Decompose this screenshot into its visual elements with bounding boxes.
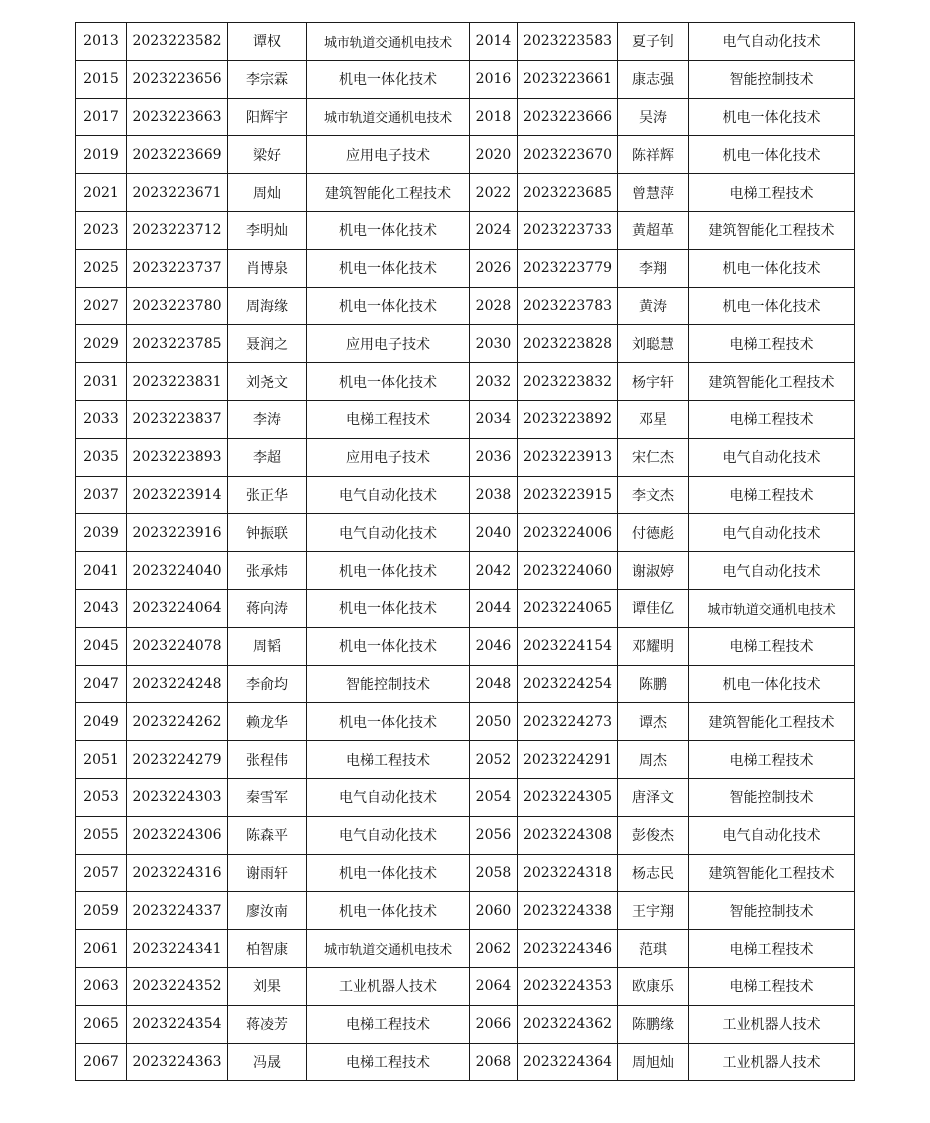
right-student-id-cell: 2023223779 [518,249,618,287]
table-row [76,589,855,627]
right-seq-cell: 2064 [470,967,518,1005]
left-seq-cell: 2035 [76,438,127,476]
left-student-id-cell: 2023224341 [127,930,228,968]
left-seq-cell: 2033 [76,400,127,438]
right-seq-cell: 2036 [470,438,518,476]
right-student-name-cell: 宋仁杰 [618,438,689,476]
left-major-cell: 应用电子技术 [307,325,470,363]
right-student-id-cell: 2023223670 [518,136,618,174]
left-major-cell: 机电一体化技术 [307,703,470,741]
left-student-name-cell: 肖博泉 [228,249,307,287]
left-seq-cell: 2015 [76,60,127,98]
left-student-id-cell: 2023224354 [127,1005,228,1043]
table-row [76,967,855,1005]
right-seq-cell: 2030 [470,325,518,363]
right-student-id-cell: 2023224362 [518,1005,618,1043]
left-student-id-cell: 2023223737 [127,249,228,287]
left-seq-cell: 2047 [76,665,127,703]
left-student-id-cell: 2023224078 [127,627,228,665]
right-major-cell: 电气自动化技术 [689,514,855,552]
right-student-id-cell: 2023224305 [518,778,618,816]
table-row [76,816,855,854]
left-student-name-cell: 廖汝南 [228,892,307,930]
right-student-name-cell: 杨志民 [618,854,689,892]
left-major-cell: 电气自动化技术 [307,514,470,552]
right-student-id-cell: 2023224346 [518,930,618,968]
table-row [76,854,855,892]
left-student-id-cell: 2023223831 [127,363,228,401]
right-student-name-cell: 黄超革 [618,211,689,249]
right-student-name-cell: 谭杰 [618,703,689,741]
right-seq-cell: 2062 [470,930,518,968]
left-student-id-cell: 2023223712 [127,211,228,249]
right-major-cell: 电梯工程技术 [689,967,855,1005]
right-seq-cell: 2042 [470,552,518,590]
table-row [76,98,855,136]
right-student-name-cell: 杨宇轩 [618,363,689,401]
left-student-id-cell: 2023224064 [127,589,228,627]
left-major-cell: 机电一体化技术 [307,627,470,665]
right-seq-cell: 2050 [470,703,518,741]
right-student-id-cell: 2023224273 [518,703,618,741]
right-student-id-cell: 2023223832 [518,363,618,401]
right-student-id-cell: 2023224318 [518,854,618,892]
roster-body [76,23,855,1081]
right-student-name-cell: 刘聪慧 [618,325,689,363]
left-student-name-cell: 张正华 [228,476,307,514]
right-major-cell: 电梯工程技术 [689,400,855,438]
right-student-id-cell: 2023224006 [518,514,618,552]
right-major-cell: 电梯工程技术 [689,627,855,665]
right-seq-cell: 2020 [470,136,518,174]
right-seq-cell: 2038 [470,476,518,514]
table-row [76,741,855,779]
left-seq-cell: 2021 [76,174,127,212]
right-student-id-cell: 2023223733 [518,211,618,249]
right-seq-cell: 2022 [470,174,518,212]
table-row [76,249,855,287]
left-seq-cell: 2029 [76,325,127,363]
left-major-cell: 电梯工程技术 [307,1005,470,1043]
right-student-id-cell: 2023223913 [518,438,618,476]
right-major-cell: 电梯工程技术 [689,930,855,968]
right-major-cell: 机电一体化技术 [689,136,855,174]
right-student-name-cell: 陈鹏 [618,665,689,703]
left-student-id-cell: 2023224262 [127,703,228,741]
left-seq-cell: 2053 [76,778,127,816]
right-seq-cell: 2014 [470,23,518,61]
right-student-name-cell: 邓星 [618,400,689,438]
table-row [76,627,855,665]
table-row [76,1043,855,1081]
right-major-cell: 智能控制技术 [689,778,855,816]
right-student-id-cell: 2023224353 [518,967,618,1005]
right-major-cell: 机电一体化技术 [689,98,855,136]
left-student-id-cell: 2023224248 [127,665,228,703]
left-student-id-cell: 2023223582 [127,23,228,61]
left-seq-cell: 2031 [76,363,127,401]
table-row [76,778,855,816]
right-student-id-cell: 2023224254 [518,665,618,703]
left-student-name-cell: 周海缘 [228,287,307,325]
right-student-name-cell: 唐泽文 [618,778,689,816]
left-student-id-cell: 2023224363 [127,1043,228,1081]
table-row [76,136,855,174]
table-row [76,476,855,514]
right-major-cell: 建筑智能化工程技术 [689,363,855,401]
left-student-id-cell: 2023223663 [127,98,228,136]
right-student-name-cell: 李翔 [618,249,689,287]
left-student-id-cell: 2023223837 [127,400,228,438]
left-major-cell: 机电一体化技术 [307,211,470,249]
table-row [76,703,855,741]
left-student-id-cell: 2023223656 [127,60,228,98]
left-major-cell: 机电一体化技术 [307,249,470,287]
left-student-name-cell: 刘果 [228,967,307,1005]
right-student-id-cell: 2023224364 [518,1043,618,1081]
student-roster-table [75,22,855,1081]
left-major-cell: 机电一体化技术 [307,854,470,892]
right-student-name-cell: 康志强 [618,60,689,98]
table-row [76,552,855,590]
left-student-name-cell: 赖龙华 [228,703,307,741]
left-student-id-cell: 2023223671 [127,174,228,212]
table-row [76,287,855,325]
right-major-cell: 电气自动化技术 [689,552,855,590]
left-seq-cell: 2037 [76,476,127,514]
right-seq-cell: 2068 [470,1043,518,1081]
left-seq-cell: 2049 [76,703,127,741]
left-seq-cell: 2055 [76,816,127,854]
left-major-cell: 电气自动化技术 [307,816,470,854]
right-major-cell: 智能控制技术 [689,60,855,98]
table-row [76,363,855,401]
right-seq-cell: 2016 [470,60,518,98]
right-seq-cell: 2044 [470,589,518,627]
left-seq-cell: 2057 [76,854,127,892]
right-student-name-cell: 陈鹏缘 [618,1005,689,1043]
left-student-name-cell: 阳辉宇 [228,98,307,136]
table-row [76,400,855,438]
left-seq-cell: 2027 [76,287,127,325]
left-student-name-cell: 梁好 [228,136,307,174]
right-student-id-cell: 2023223828 [518,325,618,363]
left-student-id-cell: 2023223914 [127,476,228,514]
right-major-cell: 智能控制技术 [689,892,855,930]
right-student-id-cell: 2023223685 [518,174,618,212]
left-major-cell: 电梯工程技术 [307,400,470,438]
right-major-cell: 电梯工程技术 [689,741,855,779]
left-student-name-cell: 谭权 [228,23,307,61]
left-student-name-cell: 张程伟 [228,741,307,779]
right-major-cell: 电气自动化技术 [689,23,855,61]
left-student-name-cell: 谢雨轩 [228,854,307,892]
left-student-name-cell: 张承炜 [228,552,307,590]
table-row [76,930,855,968]
left-seq-cell: 2061 [76,930,127,968]
right-major-cell: 建筑智能化工程技术 [689,211,855,249]
left-seq-cell: 2065 [76,1005,127,1043]
left-student-id-cell: 2023224279 [127,741,228,779]
right-major-cell: 电梯工程技术 [689,325,855,363]
right-student-id-cell: 2023224338 [518,892,618,930]
right-major-cell: 城市轨道交通机电技术 [689,589,855,627]
left-major-cell: 机电一体化技术 [307,287,470,325]
left-student-name-cell: 周韬 [228,627,307,665]
right-seq-cell: 2026 [470,249,518,287]
right-student-name-cell: 吴涛 [618,98,689,136]
left-student-name-cell: 周灿 [228,174,307,212]
left-major-cell: 电梯工程技术 [307,741,470,779]
left-student-id-cell: 2023224352 [127,967,228,1005]
right-major-cell: 机电一体化技术 [689,665,855,703]
right-seq-cell: 2018 [470,98,518,136]
left-major-cell: 智能控制技术 [307,665,470,703]
right-student-name-cell: 彭俊杰 [618,816,689,854]
right-student-id-cell: 2023223892 [518,400,618,438]
table-row [76,665,855,703]
left-student-name-cell: 蒋向涛 [228,589,307,627]
left-student-id-cell: 2023224316 [127,854,228,892]
table-row [76,60,855,98]
right-major-cell: 电气自动化技术 [689,438,855,476]
left-seq-cell: 2041 [76,552,127,590]
right-student-id-cell: 2023224291 [518,741,618,779]
right-student-name-cell: 王宇翔 [618,892,689,930]
right-seq-cell: 2048 [470,665,518,703]
left-student-id-cell: 2023223916 [127,514,228,552]
right-major-cell: 建筑智能化工程技术 [689,854,855,892]
right-student-id-cell: 2023224308 [518,816,618,854]
table-row [76,438,855,476]
right-seq-cell: 2054 [470,778,518,816]
left-student-name-cell: 李宗霖 [228,60,307,98]
left-major-cell: 城市轨道交通机电技术 [307,23,470,61]
right-student-name-cell: 陈祥辉 [618,136,689,174]
left-seq-cell: 2045 [76,627,127,665]
right-student-name-cell: 付德彪 [618,514,689,552]
left-major-cell: 机电一体化技术 [307,363,470,401]
right-student-id-cell: 2023224154 [518,627,618,665]
right-student-id-cell: 2023223666 [518,98,618,136]
right-major-cell: 建筑智能化工程技术 [689,703,855,741]
left-student-id-cell: 2023224306 [127,816,228,854]
left-student-id-cell: 2023223669 [127,136,228,174]
left-major-cell: 城市轨道交通机电技术 [307,98,470,136]
left-student-id-cell: 2023223780 [127,287,228,325]
left-student-name-cell: 蒋凌芳 [228,1005,307,1043]
right-seq-cell: 2034 [470,400,518,438]
table-row [76,1005,855,1043]
left-seq-cell: 2043 [76,589,127,627]
left-student-id-cell: 2023224303 [127,778,228,816]
right-major-cell: 机电一体化技术 [689,287,855,325]
left-student-id-cell: 2023223893 [127,438,228,476]
left-student-name-cell: 冯晟 [228,1043,307,1081]
left-seq-cell: 2039 [76,514,127,552]
right-student-name-cell: 曾慧萍 [618,174,689,212]
left-student-name-cell: 李俞均 [228,665,307,703]
left-seq-cell: 2059 [76,892,127,930]
left-major-cell: 电梯工程技术 [307,1043,470,1081]
right-major-cell: 机电一体化技术 [689,249,855,287]
left-seq-cell: 2013 [76,23,127,61]
right-student-name-cell: 夏子钊 [618,23,689,61]
left-major-cell: 建筑智能化工程技术 [307,174,470,212]
right-major-cell: 电气自动化技术 [689,816,855,854]
right-student-name-cell: 周杰 [618,741,689,779]
right-major-cell: 工业机器人技术 [689,1005,855,1043]
left-major-cell: 机电一体化技术 [307,589,470,627]
right-seq-cell: 2032 [470,363,518,401]
left-seq-cell: 2025 [76,249,127,287]
right-seq-cell: 2052 [470,741,518,779]
left-seq-cell: 2067 [76,1043,127,1081]
table-row [76,211,855,249]
left-student-id-cell: 2023224337 [127,892,228,930]
table-row [76,23,855,61]
right-student-name-cell: 谢淑婷 [618,552,689,590]
right-student-name-cell: 谭佳亿 [618,589,689,627]
left-student-name-cell: 刘尧文 [228,363,307,401]
right-seq-cell: 2060 [470,892,518,930]
left-seq-cell: 2017 [76,98,127,136]
right-student-id-cell: 2023224065 [518,589,618,627]
right-major-cell: 工业机器人技术 [689,1043,855,1081]
right-student-name-cell: 范琪 [618,930,689,968]
left-major-cell: 电气自动化技术 [307,778,470,816]
left-major-cell: 机电一体化技术 [307,60,470,98]
left-student-name-cell: 秦雪军 [228,778,307,816]
right-student-name-cell: 李文杰 [618,476,689,514]
left-major-cell: 机电一体化技术 [307,892,470,930]
right-student-name-cell: 周旭灿 [618,1043,689,1081]
table-row [76,325,855,363]
right-seq-cell: 2040 [470,514,518,552]
left-seq-cell: 2051 [76,741,127,779]
left-seq-cell: 2063 [76,967,127,1005]
left-major-cell: 机电一体化技术 [307,552,470,590]
right-seq-cell: 2066 [470,1005,518,1043]
right-student-name-cell: 黄涛 [618,287,689,325]
right-major-cell: 电梯工程技术 [689,174,855,212]
right-student-id-cell: 2023223783 [518,287,618,325]
left-student-name-cell: 李明灿 [228,211,307,249]
left-major-cell: 应用电子技术 [307,438,470,476]
left-seq-cell: 2019 [76,136,127,174]
left-student-name-cell: 钟振联 [228,514,307,552]
table-row [76,514,855,552]
left-student-name-cell: 陈森平 [228,816,307,854]
right-seq-cell: 2024 [470,211,518,249]
table-row [76,174,855,212]
right-seq-cell: 2056 [470,816,518,854]
right-major-cell: 电梯工程技术 [689,476,855,514]
left-student-name-cell: 李涛 [228,400,307,438]
right-student-name-cell: 邓耀明 [618,627,689,665]
left-major-cell: 电气自动化技术 [307,476,470,514]
right-seq-cell: 2058 [470,854,518,892]
left-student-name-cell: 聂润之 [228,325,307,363]
right-seq-cell: 2046 [470,627,518,665]
right-student-id-cell: 2023223583 [518,23,618,61]
left-student-name-cell: 柏智康 [228,930,307,968]
left-major-cell: 工业机器人技术 [307,967,470,1005]
left-seq-cell: 2023 [76,211,127,249]
right-student-name-cell: 欧康乐 [618,967,689,1005]
table-row [76,892,855,930]
left-major-cell: 城市轨道交通机电技术 [307,930,470,968]
right-student-id-cell: 2023223915 [518,476,618,514]
right-student-id-cell: 2023223661 [518,60,618,98]
left-student-id-cell: 2023223785 [127,325,228,363]
left-student-name-cell: 李超 [228,438,307,476]
right-student-id-cell: 2023224060 [518,552,618,590]
left-major-cell: 应用电子技术 [307,136,470,174]
left-student-id-cell: 2023224040 [127,552,228,590]
right-seq-cell: 2028 [470,287,518,325]
